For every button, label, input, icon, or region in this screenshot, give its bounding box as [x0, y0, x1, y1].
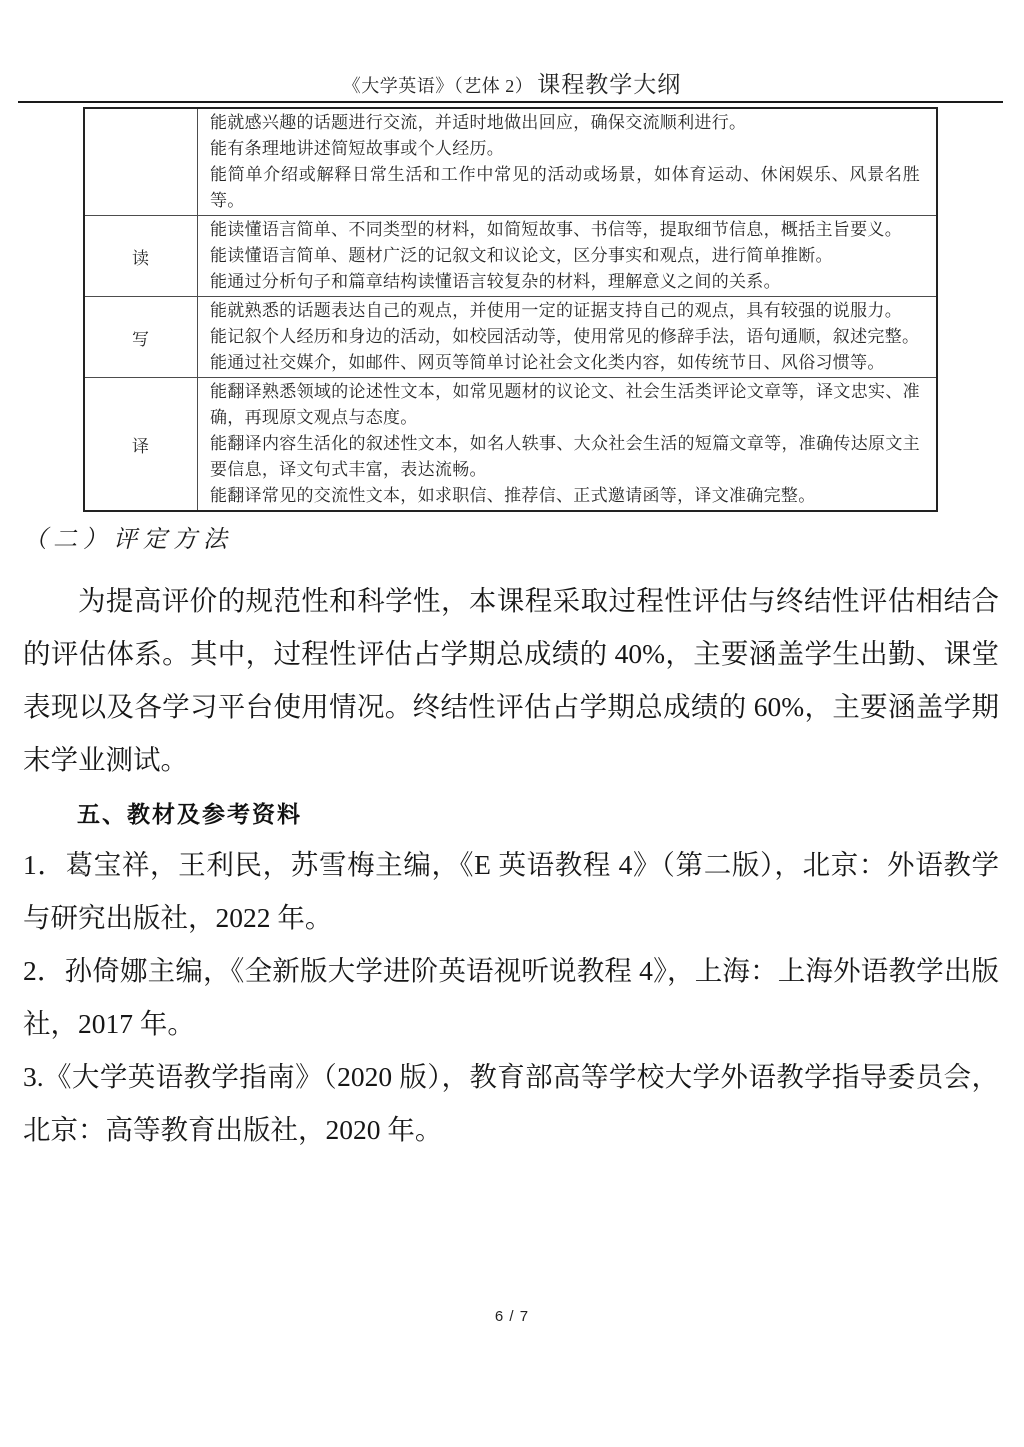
- evaluation-method-paragraph: 为提高评价的规范性和科学性，本课程采取过程性评估与终结性评估相结合的评估体系。其中，过程性评估占学期总成绩的 40%，主要涵盖学生出勤、课堂表现以及各学习平台使用情况。终结性评估占学期总成绩的 60%，主要涵盖学期末学业测试。: [23, 585, 999, 775]
- table-row-write: [84, 297, 937, 378]
- skill-line: 能翻译常见的交流性文本，如求职信、推荐信、正式邀请函等，译文准确完整。: [210, 486, 816, 505]
- skill-line: 能就熟悉的话题表达自己的观点，并使用一定的证据支持自己的观点，具有较强的说服力。: [210, 301, 902, 320]
- skill-line: 能翻译内容生活化的叙述性文本，如名人轶事、大众社会生活的短篇文章等，准确传达原文主要信息，译文句式丰富，表达流畅。: [210, 434, 920, 479]
- skill-cell-speak: [198, 108, 938, 216]
- table-row-read: [84, 216, 937, 297]
- skill-label-write: 写: [84, 297, 198, 378]
- skill-line: 能翻译熟悉领域的论述性文本，如常见题材的议论文、社会生活类评论文章等，译文忠实、准确，再现原文观点与态度。: [210, 382, 920, 427]
- evaluation-method-heading: （二）评定方法: [23, 527, 233, 553]
- skill-line: 能有条理地讲述简短故事或个人经历。: [210, 139, 505, 158]
- skill-line: 能读懂语言简单、题材广泛的记叙文和议论文，区分事实和观点，进行简单推断。: [210, 246, 833, 265]
- materials-heading: 五、教材及参考资料: [77, 801, 302, 827]
- body-sections: [23, 522, 999, 1156]
- reference-item-3: 3.《大学英语教学指南》（2020 版），教育部高等学校大学外语教学指导委员会，北京：高等教育出版社，2020 年。: [23, 1061, 999, 1145]
- skill-line: 能读懂语言简单、不同类型的材料，如简短故事、书信等，提取细节信息，概括主旨要义。: [210, 220, 902, 239]
- skill-label-empty: [84, 108, 198, 216]
- header-rule: [18, 101, 1003, 103]
- page-number: 6 / 7: [494, 1308, 530, 1325]
- skill-cell-read: [198, 216, 938, 297]
- skill-line: 能简单介绍或解释日常生活和工作中常见的活动或场景，如体育运动、休闲娱乐、风景名胜等。: [210, 165, 920, 210]
- skills-table: [83, 107, 938, 512]
- reference-item-1: 1．葛宝祥，王利民，苏雪梅主编，《E 英语教程 4》（第二版），北京：外语教学与研究出版社，2022 年。: [23, 849, 999, 933]
- header-title-main: 课程教学大纲: [537, 72, 682, 97]
- skill-line: 能记叙个人经历和身边的活动，如校园活动等，使用常见的修辞手法，语句通顺，叙述完整。: [210, 327, 920, 346]
- skill-label-read: 读: [84, 216, 198, 297]
- skill-label-translate: 译: [84, 378, 198, 512]
- skill-cell-translate: [198, 378, 938, 512]
- skill-cell-write: [198, 297, 938, 378]
- reference-item-2: 2．孙倚娜主编，《全新版大学进阶英语视听说教程 4》，上海：上海外语教学出版社，2017 年。: [23, 955, 999, 1039]
- table-row-speak: [84, 108, 937, 216]
- table-row-translate: [84, 378, 937, 512]
- skill-line: 能通过分析句子和篇章结构读懂语言较复杂的材料，理解意义之间的关系。: [210, 272, 781, 291]
- page-header: [0, 66, 1024, 99]
- header-title-prefix: 《大学英语》（艺体 2）: [342, 76, 534, 96]
- skill-line: 能通过社交媒介，如邮件、网页等简单讨论社会文化类内容，如传统节日、风俗习惯等。: [210, 353, 885, 372]
- skill-line: 能就感兴趣的话题进行交流，并适时地做出回应，确保交流顺利进行。: [210, 113, 747, 132]
